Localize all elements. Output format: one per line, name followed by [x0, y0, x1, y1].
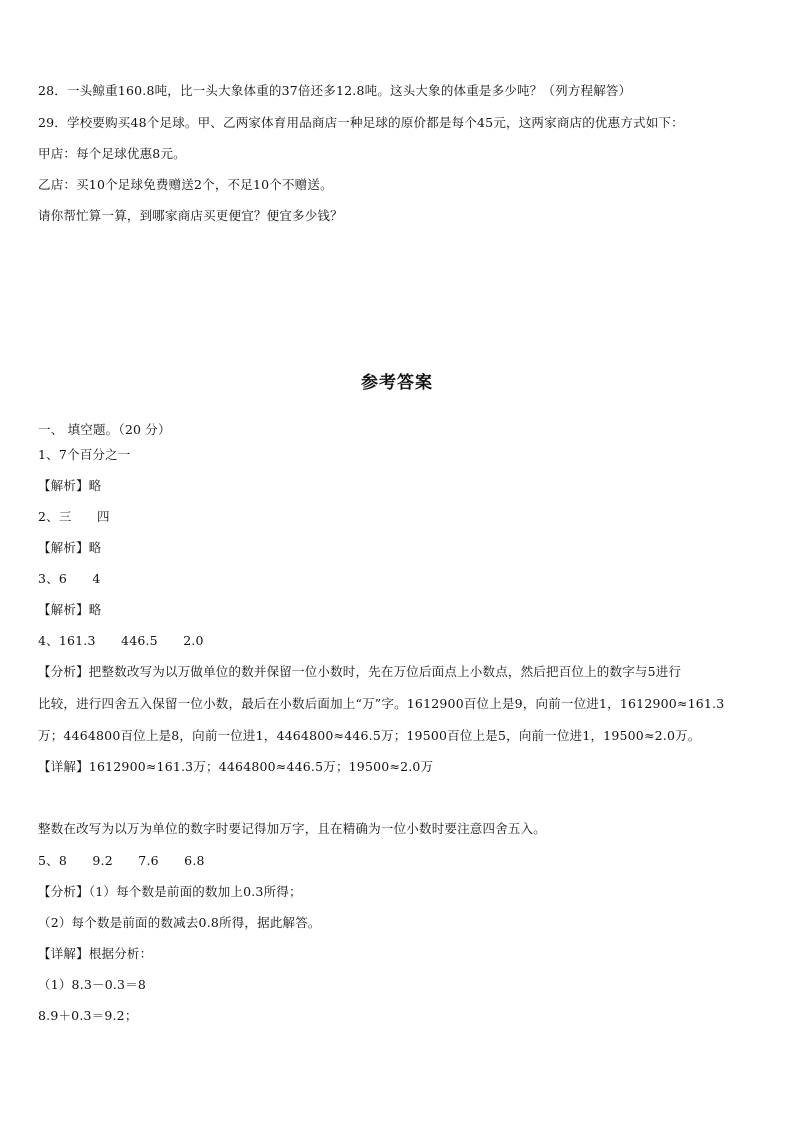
answer-4-note: 整数在改写为以万为单位的数字时要记得加万字，且在精确为一位小数时要注意四舍五入。 [38, 821, 547, 836]
answer-5-calc-line-2: 8.9＋0.3＝9.2； [38, 1008, 138, 1023]
question-29-line-3: 乙店：买10个足球免费赠送2个，不足10个不赠送。 [38, 177, 333, 192]
answer-4-analysis-line-3: 万；4464800百位上是8，向前一位进1，4464800≈446.5万；19500百位上是5，向前一位进1，19500≈2.0万。 [38, 728, 701, 743]
answer-1: 1、7个百分之一 [38, 447, 131, 462]
answers-title: 参考答案 [361, 373, 433, 393]
answer-5-analysis-line-1: 【分析】（1）每个数是前面的数加上0.3所得； [38, 884, 302, 899]
answer-4-analysis-line-1: 【分析】把整数改写为以万做单位的数并保留一位小数时，先在万位后面点上小数点，然后把百位上的数字与5进行 [38, 664, 682, 679]
answer-5-calc-line-1: （1）8.3－0.3＝8 [38, 977, 147, 992]
answer-2-note: 【解析】略 [38, 540, 102, 555]
answer-2: 2、三 四 [38, 509, 110, 524]
question-29-line-2: 甲店：每个足球优惠8元。 [38, 146, 186, 161]
answer-5: 5、8 9.2 7.6 6.8 [38, 853, 205, 868]
answer-3-note: 【解析】略 [38, 602, 102, 617]
answer-5-detail: 【详解】根据分析： [38, 946, 153, 961]
section-1-heading: 一、 填空题。（20 分） [38, 422, 171, 437]
question-28: 28．一头鲸重160.8吨，比一头大象体重的37倍还多12.8吨。这头大象的体重是多少吨？（列方程解答） [38, 83, 632, 98]
answer-4: 4、161.3 446.5 2.0 [38, 633, 204, 648]
answer-3: 3、6 4 [38, 571, 101, 586]
question-29-line-4: 请你帮忙算一算，到哪家商店买更便宜？便宜多少钱？ [38, 208, 343, 223]
answer-1-note: 【解析】略 [38, 478, 102, 493]
answer-4-analysis-line-2: 比较，进行四舍五入保留一位小数，最后在小数后面加上“万”字。1612900百位上是9，向前一位进1，1612900≈161.3 [38, 696, 725, 711]
answer-5-analysis-line-2: （2）每个数是前面的数减去0.8所得，据此解答。 [38, 915, 321, 930]
answer-4-detail: 【详解】1612900≈161.3万；4464800≈446.5万；19500≈2.0万 [38, 759, 434, 774]
question-29-line-1: 29．学校要购买48个足球。甲、乙两家体育用品商店一种足球的原价都是每个45元，这两家商店的优惠方式如下： [38, 115, 684, 130]
